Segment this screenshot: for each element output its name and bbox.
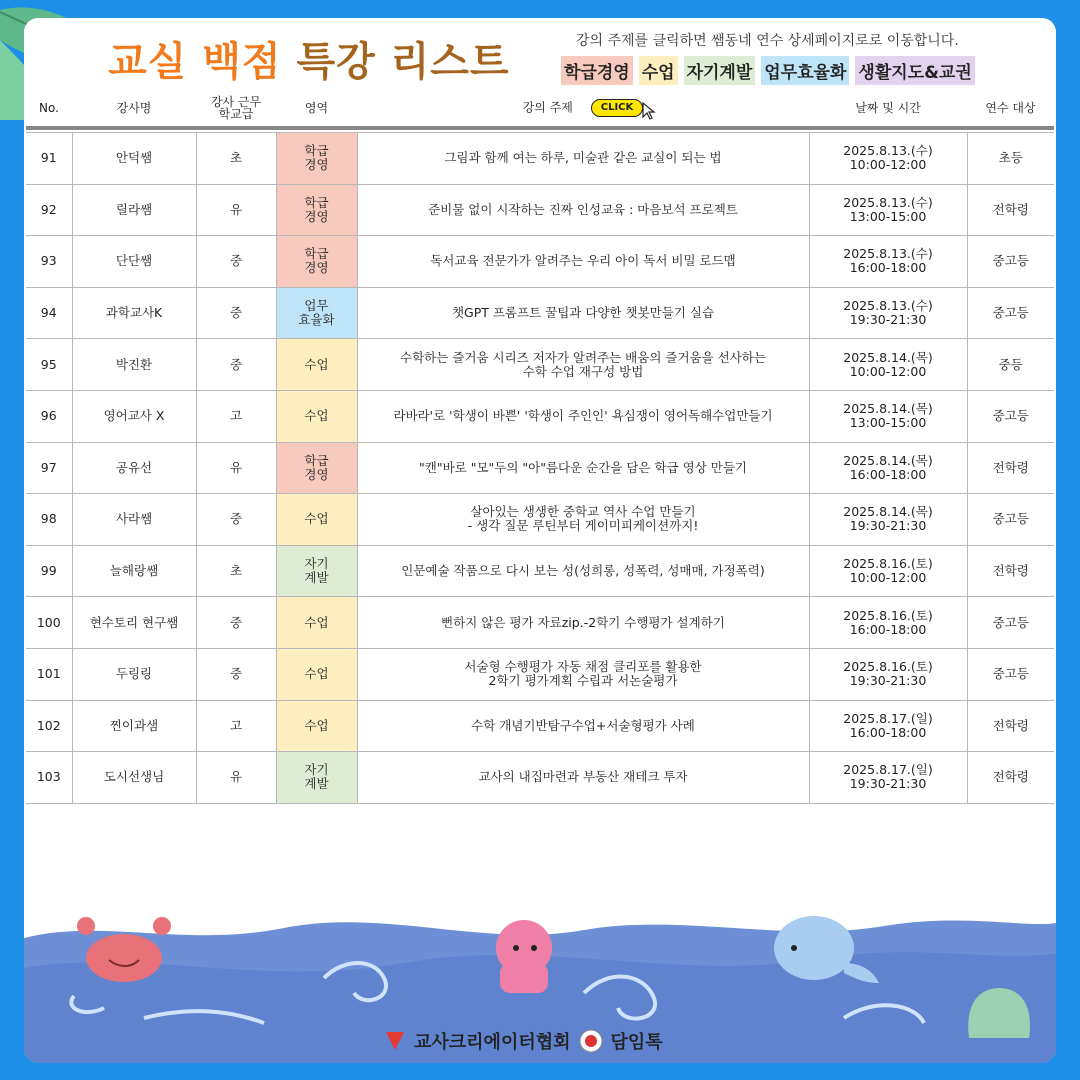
row-no: 92 xyxy=(26,184,72,236)
click-badge: CLICK xyxy=(591,99,644,117)
row-area: 자기 계발 xyxy=(276,545,357,597)
table-row xyxy=(26,494,1054,546)
col-header-datetime: 날짜 및 시간 xyxy=(855,101,921,115)
schedule-card xyxy=(24,18,1056,1063)
row-time: 13:00-15:00 xyxy=(849,208,927,224)
row-area: 자기 계발 xyxy=(276,752,357,804)
row-instructor: 찐이과샘 xyxy=(72,700,196,752)
table-row xyxy=(26,184,1054,236)
row-area: 수업 xyxy=(276,648,357,700)
row-no: 99 xyxy=(26,545,72,597)
table-row xyxy=(26,390,1054,442)
row-target: 중고등 xyxy=(967,287,1054,339)
row-school: 고 xyxy=(196,390,276,442)
lecture-table xyxy=(26,132,1054,804)
footer-logos xyxy=(384,1028,663,1054)
row-datetime xyxy=(809,752,967,804)
row-school: 유 xyxy=(196,752,276,804)
row-date: 2025.8.13.(수) xyxy=(843,298,933,314)
row-area: 학급 경영 xyxy=(276,184,357,236)
category-legend xyxy=(561,56,975,85)
col-header-topic: 강의 주제 CLICK xyxy=(357,99,809,117)
row-no: 94 xyxy=(26,287,72,339)
row-target: 중고등 xyxy=(967,390,1054,442)
table-row xyxy=(26,545,1054,597)
row-school: 중 xyxy=(196,236,276,288)
row-target: 중고등 xyxy=(967,648,1054,700)
row-instructor: 사라쌤 xyxy=(72,494,196,546)
row-date: 2025.8.17.(일) xyxy=(843,710,933,726)
col-header-instructor: 강사명 xyxy=(116,101,152,115)
cursor-icon xyxy=(642,102,656,120)
legend-item: 학급경영 xyxy=(561,56,633,85)
row-no: 95 xyxy=(26,339,72,391)
row-time: 16:00-18:00 xyxy=(849,260,927,276)
row-topic-link[interactable]: 그림과 함께 여는 하루, 미술관 같은 교실이 되는 법 xyxy=(357,133,809,185)
table-row xyxy=(26,752,1054,804)
row-target: 전학령 xyxy=(967,752,1054,804)
row-instructor: 영어교사 X xyxy=(72,390,196,442)
row-time: 19:30-21:30 xyxy=(849,312,927,328)
row-datetime xyxy=(809,390,967,442)
row-date: 2025.8.16.(토) xyxy=(843,556,933,572)
row-datetime xyxy=(809,442,967,494)
row-datetime xyxy=(809,545,967,597)
row-date: 2025.8.13.(수) xyxy=(843,143,933,159)
association-logo-icon xyxy=(384,1030,406,1052)
row-area: 업무 효율화 xyxy=(276,287,357,339)
row-date: 2025.8.14.(목) xyxy=(843,349,933,365)
row-topic-link[interactable]: 뻔하지 않은 평가 자료zip.-2학기 수행평가 설계하기 xyxy=(357,597,809,649)
row-topic-link[interactable]: 서술형 수행평가 자동 채점 클리포를 활용한 2학기 평가계획 수립과 서논술평가 xyxy=(357,648,809,700)
row-time: 16:00-18:00 xyxy=(849,724,927,740)
legend-item: 업무효율화 xyxy=(761,56,849,85)
col-header-target: 연수 대상 xyxy=(985,101,1036,115)
row-instructor: 과학교사K xyxy=(72,287,196,339)
subtitle: 강의 주제를 클릭하면 쌤동네 연수 상세페이지로로 이동합니다. xyxy=(576,33,959,49)
row-topic-link[interactable]: 수학 개념기반탐구수업+서술형평가 사례 xyxy=(357,700,809,752)
row-school: 초 xyxy=(196,545,276,597)
row-instructor: 늘해랑쌤 xyxy=(72,545,196,597)
row-topic-link[interactable]: 준비물 없이 시작하는 진짜 인성교육 : 마음보석 프로젝트 xyxy=(357,184,809,236)
row-time: 19:30-21:30 xyxy=(849,518,927,534)
row-target: 초등 xyxy=(967,133,1054,185)
row-time: 19:30-21:30 xyxy=(849,673,927,689)
row-datetime xyxy=(809,236,967,288)
row-school: 중 xyxy=(196,494,276,546)
row-area: 수업 xyxy=(276,494,357,546)
row-date: 2025.8.16.(토) xyxy=(843,607,933,623)
row-area: 수업 xyxy=(276,597,357,649)
row-time: 13:00-15:00 xyxy=(849,415,927,431)
row-date: 2025.8.14.(목) xyxy=(843,452,933,468)
row-no: 102 xyxy=(26,700,72,752)
row-instructor: 단단쌤 xyxy=(72,236,196,288)
row-target: 중고등 xyxy=(967,236,1054,288)
row-time: 16:00-18:00 xyxy=(849,466,927,482)
row-instructor: 도시선생님 xyxy=(72,752,196,804)
row-date: 2025.8.17.(일) xyxy=(843,762,933,778)
row-datetime xyxy=(809,700,967,752)
row-no: 93 xyxy=(26,236,72,288)
page-title: 교실 백점 특강 리스트 xyxy=(108,39,510,85)
row-time: 16:00-18:00 xyxy=(849,621,927,637)
row-school: 중 xyxy=(196,287,276,339)
row-date: 2025.8.13.(수) xyxy=(843,246,933,262)
table-row xyxy=(26,287,1054,339)
row-topic-link[interactable]: 수학하는 즐거움 시리즈 저자가 알려주는 배움의 즐거움을 선사하는 수학 수업 재구성 방법 xyxy=(357,339,809,391)
row-datetime xyxy=(809,133,967,185)
row-datetime xyxy=(809,597,967,649)
row-school: 중 xyxy=(196,648,276,700)
row-datetime xyxy=(809,648,967,700)
row-area: 수업 xyxy=(276,700,357,752)
row-date: 2025.8.14.(목) xyxy=(843,504,933,520)
row-school: 중 xyxy=(196,339,276,391)
row-instructor: 박진환 xyxy=(72,339,196,391)
row-datetime xyxy=(809,339,967,391)
row-instructor: 릴라쌤 xyxy=(72,184,196,236)
legend-item: 생활지도&교권 xyxy=(855,56,974,85)
col-header-no: No. xyxy=(39,101,59,115)
row-topic-link[interactable]: 라바라'로 '학생이 바쁜' '학생이 주인인' 욕심쟁이 영어독해수업만들기 xyxy=(357,390,809,442)
footer-org1: 교사크리에이터협회 xyxy=(414,1032,571,1053)
row-datetime xyxy=(809,494,967,546)
row-target: 중고등 xyxy=(967,597,1054,649)
row-topic-link[interactable]: 교사의 내집마련과 부동산 재테크 투자 xyxy=(357,752,809,804)
row-school: 유 xyxy=(196,184,276,236)
row-area: 수업 xyxy=(276,390,357,442)
row-instructor: 현수토리 현구쌤 xyxy=(72,597,196,649)
row-datetime xyxy=(809,287,967,339)
row-area: 수업 xyxy=(276,339,357,391)
row-topic-link[interactable]: 독서교육 전문가가 알려주는 우리 아이 독서 비밀 로드맵 xyxy=(357,236,809,288)
table-row xyxy=(26,339,1054,391)
row-area: 학급 경영 xyxy=(276,133,357,185)
row-target: 전학령 xyxy=(967,442,1054,494)
footer-org2: 담임톡 xyxy=(610,1032,663,1053)
row-area: 학급 경영 xyxy=(276,236,357,288)
legend-item: 수업 xyxy=(639,56,678,85)
row-no: 91 xyxy=(26,133,72,185)
row-topic-link[interactable]: 챗GPT 프롬프트 꿀팁과 다양한 챗봇만들기 실습 xyxy=(357,287,809,339)
legend-item: 자기계발 xyxy=(684,56,756,85)
table-row xyxy=(26,236,1054,288)
row-time: 10:00-12:00 xyxy=(849,570,927,586)
table-row xyxy=(26,133,1054,185)
row-time: 19:30-21:30 xyxy=(849,776,927,792)
row-time: 10:00-12:00 xyxy=(849,363,927,379)
row-target: 전학령 xyxy=(967,184,1054,236)
row-school: 초 xyxy=(196,133,276,185)
octopus-icon xyxy=(496,920,552,993)
row-school: 중 xyxy=(196,597,276,649)
row-target: 중등 xyxy=(967,339,1054,391)
table-header xyxy=(26,90,1054,130)
row-date: 2025.8.16.(토) xyxy=(843,659,933,675)
row-topic-link[interactable]: 살아있는 생생한 중학교 역사 수업 만들기 - 생각 질문 루틴부터 게이미피케이션까지! xyxy=(357,494,809,546)
col-header-area: 영역 xyxy=(304,101,329,115)
damimtok-logo-icon xyxy=(579,1029,603,1053)
row-no: 98 xyxy=(26,494,72,546)
table-row xyxy=(26,700,1054,752)
row-topic-link[interactable]: "캔"바로 "모"두의 "아"름다운 순간을 담은 학급 영상 만들기 xyxy=(357,442,809,494)
row-no: 96 xyxy=(26,390,72,442)
row-datetime xyxy=(809,184,967,236)
row-instructor: 두링링 xyxy=(72,648,196,700)
row-topic-link[interactable]: 인문예술 작품으로 다시 보는 성(성희롱, 성폭력, 성매매, 가정폭력) xyxy=(357,545,809,597)
row-no: 101 xyxy=(26,648,72,700)
row-no: 100 xyxy=(26,597,72,649)
row-target: 전학령 xyxy=(967,545,1054,597)
row-instructor: 공유선 xyxy=(72,442,196,494)
table-row xyxy=(26,597,1054,649)
row-school: 고 xyxy=(196,700,276,752)
table-row xyxy=(26,442,1054,494)
row-date: 2025.8.14.(목) xyxy=(843,401,933,417)
row-target: 전학령 xyxy=(967,700,1054,752)
row-instructor: 안덕쌤 xyxy=(72,133,196,185)
row-time: 10:00-12:00 xyxy=(849,157,927,173)
col-header-school: 강사 근무 학교급 xyxy=(210,95,262,121)
table-row xyxy=(26,648,1054,700)
row-school: 유 xyxy=(196,442,276,494)
row-no: 97 xyxy=(26,442,72,494)
row-area: 학급 경영 xyxy=(276,442,357,494)
row-no: 103 xyxy=(26,752,72,804)
row-target: 중고등 xyxy=(967,494,1054,546)
row-date: 2025.8.13.(수) xyxy=(843,194,933,210)
